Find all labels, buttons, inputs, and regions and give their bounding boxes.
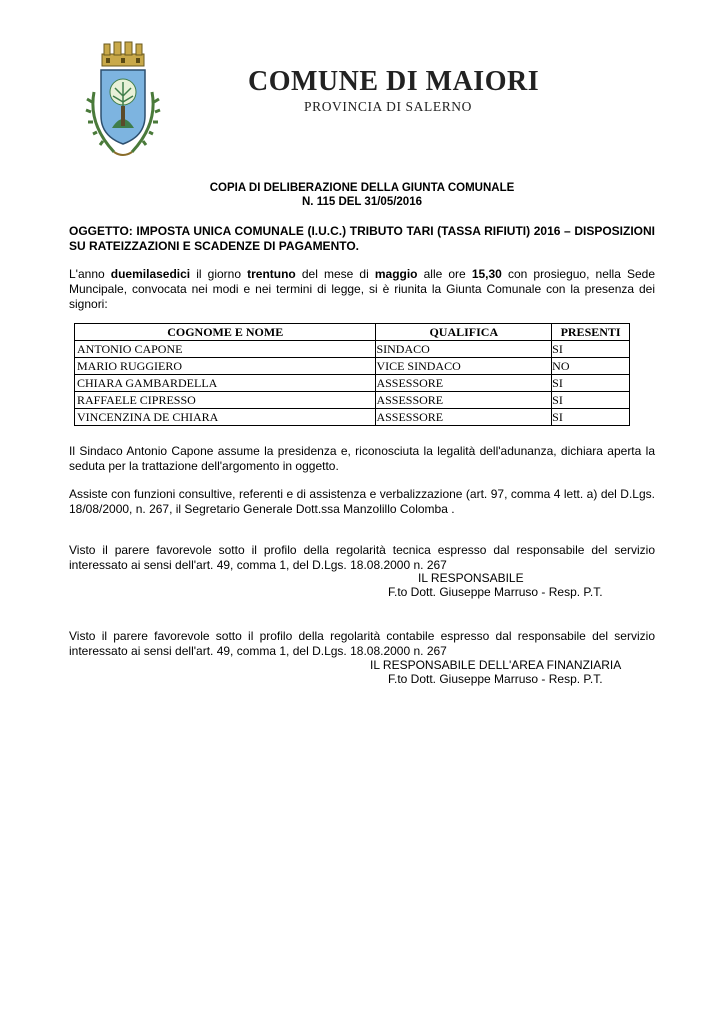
oggetto-text: IMPOSTA UNICA COMUNALE (I.U.C.) TRIBUTO TARI (TASSA RIFIUTI) 2016 – DISPOSIZIONI SU RATEIZZAZIONI E SCADENZE DI PAGAMENTO.	[69, 224, 655, 253]
parere-contabile-paragraph: Visto il parere favorevole sotto il profilo della regolarità contabile espresso dal responsabile del servizio interessato ai sensi dell'art. 49, comma 1, del D.Lgs. 18.08.2000 n. 267	[69, 629, 655, 658]
cell-name: MARIO RUGGIERO	[75, 358, 376, 375]
table-row	[75, 341, 630, 358]
delibera-title: COPIA DI DELIBERAZIONE DELLA GIUNTA COMUNALE	[209, 182, 515, 194]
intro-anno: duemilasedici	[110, 267, 191, 281]
intro-text: con prosieguo, nella Sede Muncipale, convocata nei modi e nei termini di legge, si è riunita la Giunta Comunale con la presenza dei signori:	[69, 267, 655, 311]
intro-text: L'anno	[69, 267, 111, 281]
cell-name: RAFFAELE CIPRESSO	[75, 392, 376, 409]
parere-tecnico-paragraph: Visto il parere favorevole sotto il profilo della regolarità tecnica espresso dal responsabile del servizio interessato ai sensi dell'art. 49, comma 1, del D.Lgs. 18.08.2000 n. 267	[69, 543, 655, 572]
intro-mese: maggio	[374, 267, 418, 281]
intro-ore: 15,30	[471, 267, 502, 281]
intro-text: alle ore	[417, 267, 472, 281]
assiste-paragraph: Assiste con funzioni consultive, referenti e di assistenza e verbalizzazione (art. 97, comma 4 lett. a) del D.Lgs. 18/08/2000, n. 267, il Segretario Generale Dott.ssa Manzolillo Colomba .	[69, 487, 655, 516]
cell-presente: SI	[552, 375, 630, 392]
presidenza-paragraph: Il Sindaco Antonio Capone assume la presidenza e, riconosciuta la legalità dell'adunanza, dichiara aperta la seduta per la trattazione dell'argomento in oggetto.	[69, 444, 655, 473]
cell-name: CHIARA GAMBARDELLA	[75, 375, 376, 392]
responsabile-tecnico-label: IL RESPONSABILE	[418, 571, 524, 585]
cell-presente: SI	[552, 341, 630, 358]
cell-presente: NO	[552, 358, 630, 375]
provincia-subtitle: PROVINCIA DI SALERNO	[304, 99, 473, 114]
cell-name: VINCENZINA DE CHIARA	[75, 409, 376, 426]
oggetto-label: OGGETTO:	[69, 224, 133, 238]
intro-text: del mese di	[295, 267, 375, 281]
cell-name: ANTONIO CAPONE	[75, 341, 376, 358]
oggetto-paragraph	[69, 224, 655, 254]
cell-presente: SI	[552, 409, 630, 426]
table-header-row	[75, 324, 630, 341]
header-presenti: PRESENTI	[552, 324, 630, 341]
cell-presente: SI	[552, 392, 630, 409]
header-qualifica: QUALIFICA	[376, 324, 552, 341]
table-row	[75, 409, 630, 426]
table-row	[75, 358, 630, 375]
intro-text: il giorno	[190, 267, 248, 281]
firma-tecnico: F.to Dott. Giuseppe Marruso - Resp. P.T.	[388, 585, 603, 599]
intro-paragraph	[69, 267, 655, 312]
cell-qualifica: VICE SINDACO	[376, 358, 552, 375]
cell-qualifica: ASSESSORE	[376, 392, 552, 409]
responsabile-finanziario-label: IL RESPONSABILE DELL'AREA FINANZIARIA	[370, 658, 622, 672]
members-table	[74, 323, 630, 426]
cell-qualifica: SINDACO	[376, 341, 552, 358]
header-cognome-nome: COGNOME E NOME	[75, 324, 376, 341]
firma-contabile: F.to Dott. Giuseppe Marruso - Resp. P.T.	[388, 672, 603, 686]
coat-of-arms-logo	[84, 40, 162, 168]
table-row	[75, 375, 630, 392]
cell-qualifica: ASSESSORE	[376, 409, 552, 426]
delibera-number: N. 115 DEL 31/05/2016	[302, 196, 422, 208]
cell-qualifica: ASSESSORE	[376, 375, 552, 392]
intro-giorno: trentuno	[247, 267, 296, 281]
comune-title: COMUNE DI MAIORI	[248, 66, 540, 97]
table-row	[75, 392, 630, 409]
